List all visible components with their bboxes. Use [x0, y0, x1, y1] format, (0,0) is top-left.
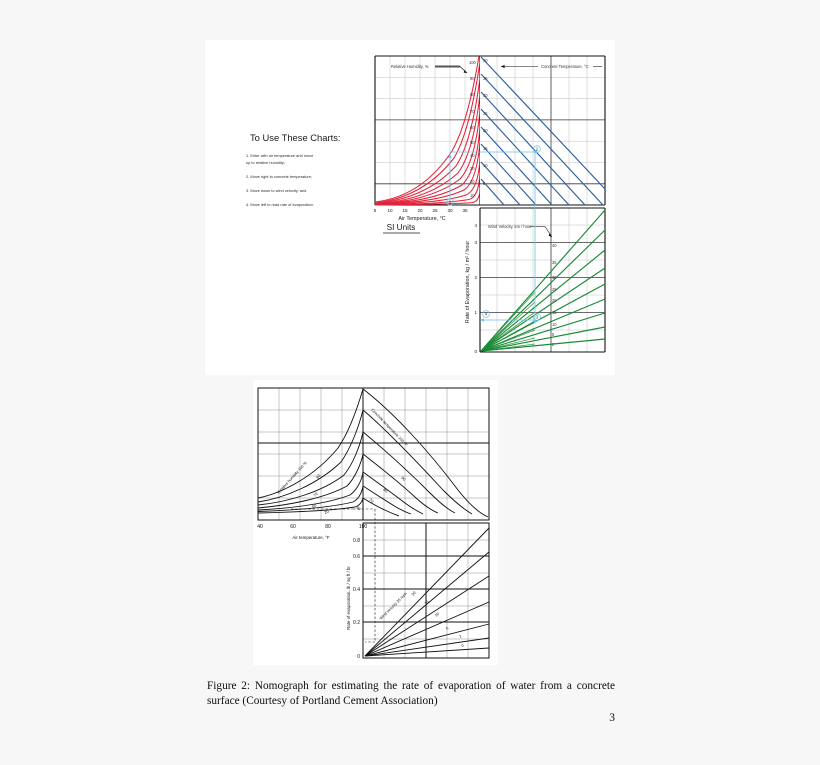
imp-air-temperature-label: Air temperature, °F	[292, 535, 330, 540]
imp-lower-panel	[346, 523, 489, 660]
imp-y-tick-02: 0.2	[353, 620, 360, 626]
imp-humidity-curves	[258, 389, 363, 513]
x-tick-5: 5	[373, 208, 377, 213]
imperial-nomograph-svg	[253, 380, 498, 665]
x-tick-15: 15	[402, 208, 408, 213]
humidity-label-80: 80	[470, 92, 475, 97]
x-tick-20: 20	[417, 208, 423, 213]
humidity-label-10: 10	[470, 193, 475, 198]
wind-label-35: 35	[552, 260, 557, 265]
imp-x-tick-80: 80	[325, 524, 331, 530]
instructions-heading: To Use These Charts:	[250, 132, 341, 143]
imp-wind-label-2: 2	[458, 633, 463, 639]
y-tick-3: 3	[474, 240, 477, 245]
concrete-series-label: Concrete Temperature, °C	[541, 64, 589, 69]
x-tick-30: 30	[447, 208, 453, 213]
wind-label-40: 40	[552, 243, 557, 248]
concrete-temperature-panel	[480, 56, 605, 205]
humidity-series-label: Relative Humidity, %	[391, 64, 429, 69]
imp-evaporation-axis-label: Rate of evaporation, lb / sq ft / hr	[346, 566, 351, 630]
wind-label-10: 10	[552, 322, 557, 327]
air-temp-x-ticks	[374, 208, 468, 213]
concrete-label-10: 10	[483, 163, 488, 168]
imp-x-tick-40: 40	[257, 524, 263, 530]
humidity-label-50: 50	[470, 140, 475, 145]
concrete-label-30: 30	[483, 93, 488, 98]
imp-concrete-curves	[363, 389, 488, 517]
instruction-step-1-line2: up to relative humidity;	[246, 160, 285, 165]
imp-y-tick-0: 0	[357, 654, 360, 660]
si-nomograph-svg	[205, 40, 615, 375]
imp-wind-series-label: Wind velocity 25 mph	[378, 591, 408, 621]
imp-concrete-label-60: 60	[355, 504, 362, 512]
imp-concrete-label-70: 70	[368, 497, 375, 504]
step-marker-4: 4	[484, 311, 488, 317]
x-tick-35: 35	[462, 208, 468, 213]
si-units-nomograph-figure	[205, 40, 615, 375]
humidity-label-90: 90	[470, 76, 475, 81]
imp-humidity-label-70: 70	[312, 491, 319, 498]
x-tick-10: 10	[387, 208, 393, 213]
imp-wind-label-15: 15	[423, 599, 430, 606]
humidity-label-40: 40	[470, 153, 475, 158]
instructions-block	[246, 132, 341, 207]
imp-x-tick-60: 60	[290, 524, 296, 530]
imp-humidity-series-label: Relative humidity 100 %	[276, 460, 308, 495]
concrete-label-25: 25	[483, 111, 488, 116]
wind-label-5: 5	[552, 332, 555, 337]
wind-label-20: 20	[552, 298, 557, 303]
imp-wind-label-10: 10	[433, 611, 440, 618]
x-tick-25: 25	[432, 208, 438, 213]
imp-humidity-label-80: 80	[314, 473, 322, 480]
humidity-panel	[374, 56, 480, 222]
imp-x-tick-100: 100	[358, 524, 368, 530]
page-number: 3	[609, 712, 615, 724]
evaporation-axis-label: Rate of Evaporation, kg / m² / hour	[465, 240, 471, 324]
instruction-step-3: 3. Move down to wind velocity; and	[246, 188, 307, 193]
imp-y-ticks	[353, 538, 360, 660]
y-tick-0: 0	[474, 349, 477, 354]
concrete-label-5: 5	[483, 181, 486, 186]
evaporation-y-ticks	[474, 223, 477, 354]
y-tick-2: 2	[474, 275, 477, 280]
humidity-label-60: 60	[470, 125, 475, 130]
humidity-label-30: 30	[470, 166, 475, 171]
step-marker-1: 1	[448, 199, 452, 205]
imp-upper-panel	[257, 388, 489, 540]
air-temperature-axis-label: Air Temperature, °C	[398, 216, 446, 222]
imp-wind-label-0: 0	[460, 642, 465, 648]
imp-humidity-label-20: 20	[323, 508, 330, 515]
y-tick-4: 4	[474, 223, 477, 228]
wind-label-30: 30	[552, 275, 557, 280]
step-marker-2: 2	[535, 146, 539, 152]
y-tick-1: 1	[474, 310, 477, 315]
concrete-label-15: 15	[483, 146, 488, 151]
instruction-step-4: 4. Move left to read rate of evaporation.	[246, 202, 314, 207]
imp-concrete-label-80: 80	[382, 487, 389, 494]
instruction-step-2: 2. Move right to concrete temperature;	[246, 174, 312, 179]
imp-wind-label-20: 20	[410, 590, 417, 597]
instruction-step-1-line1: 1. Enter with air temperature and move	[246, 153, 314, 158]
imperial-units-nomograph-figure	[253, 380, 498, 665]
imp-y-tick-08: 0.8	[353, 538, 360, 544]
concrete-label-35: 35	[483, 76, 488, 81]
wind-label-15: 15	[552, 310, 557, 315]
si-units-label-group	[383, 223, 420, 233]
imp-wind-curves	[365, 528, 489, 656]
imp-concrete-series-label: Concrete temperature 100 °F	[370, 407, 409, 447]
imp-x-ticks	[257, 524, 367, 530]
imp-wind-label-5: 5	[444, 625, 450, 631]
concrete-label-40: 40	[483, 58, 488, 63]
humidity-label-70: 70	[470, 109, 475, 114]
imp-y-tick-06: 0.6	[353, 554, 360, 560]
wind-series-label: Wind Velocity, km / hour	[488, 224, 532, 229]
concrete-label-20: 20	[483, 128, 488, 133]
si-units-label: SI Units	[386, 223, 416, 232]
humidity-label-100: 100	[469, 60, 476, 65]
humidity-label-20: 20	[470, 179, 475, 184]
step-marker-3: 3	[535, 314, 539, 320]
wind-label-25: 25	[552, 287, 557, 292]
imp-y-tick-04: 0.4	[353, 587, 360, 593]
figure-caption: Figure 2: Nomograph for estimating the rate of evaporation of water from a concrete surface (Courtesy of Portland Cement Association)	[207, 680, 615, 707]
imp-concrete-label-90: 90	[400, 475, 407, 482]
imp-humidity-label-60: 60	[311, 502, 318, 509]
wind-label-2: 2	[552, 342, 555, 347]
concrete-panel-bg	[480, 56, 605, 205]
imp-lower-frame	[363, 523, 489, 658]
